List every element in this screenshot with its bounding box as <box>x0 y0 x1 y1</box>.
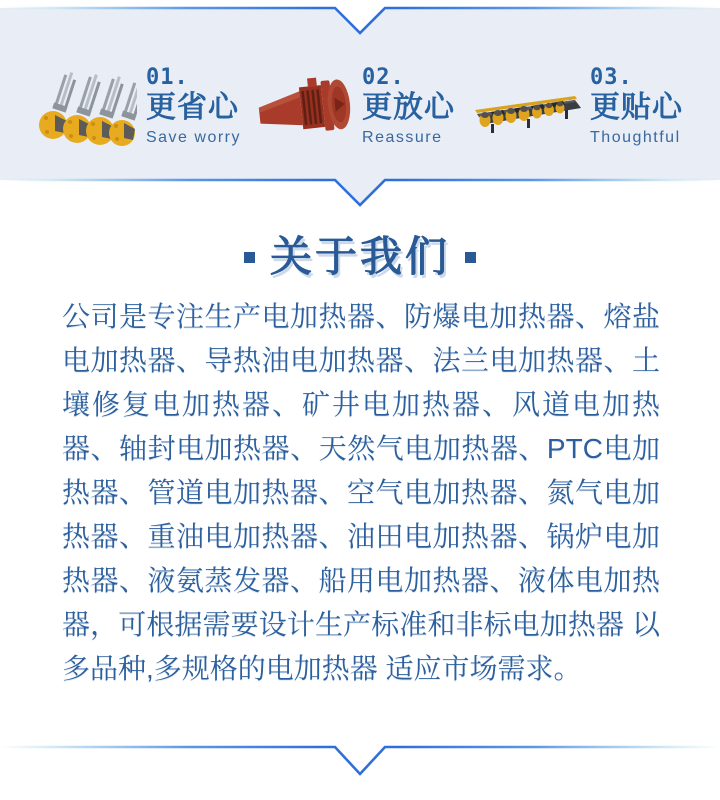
feature-text-3 <box>590 64 684 148</box>
feature-title-zh: 更贴心 <box>590 90 684 124</box>
features-band <box>0 36 720 178</box>
notch-fill <box>0 745 720 774</box>
explosion-proof-heater-product-image <box>255 67 353 147</box>
red-heater-body <box>256 74 352 137</box>
feature-item-3 <box>469 64 684 148</box>
chevron-divider-bottom <box>0 745 720 777</box>
feature-title-zh: 更省心 <box>145 90 239 124</box>
chevron-divider-top <box>0 6 720 36</box>
about-title-row <box>0 232 720 282</box>
notch-fill <box>0 178 720 205</box>
square-bullet-icon <box>244 252 255 263</box>
heater-rack-product-image <box>469 67 581 147</box>
feature-number: 02. <box>362 64 405 90</box>
feature-number: 01. <box>145 64 189 90</box>
about-title: 关于我们 <box>269 233 450 280</box>
rack-frame <box>475 96 581 133</box>
feature-text-1 <box>145 64 242 148</box>
notch-fill <box>0 6 720 33</box>
feature-number: 03. <box>590 64 633 90</box>
feature-title-zh: 更放心 <box>362 90 456 124</box>
about-section <box>0 232 720 745</box>
feature-text-2 <box>362 64 456 148</box>
feature-title-en: Reassure <box>362 129 443 147</box>
flange-heater-unit <box>39 70 137 146</box>
chevron-divider-middle <box>0 178 720 208</box>
feature-title-en: Thoughtful <box>590 129 681 147</box>
bottom-white-strip <box>0 777 720 800</box>
square-bullet-icon <box>465 252 476 263</box>
about-body-paragraph: 公司是专注生产电加热器、防爆电加热器、熔盐电加热器、导热油电加热器、法兰电加热器、土壤修复电加热器、矿井电加热器、风道电加热器、轴封电加热器、天然气电加热器、PTC电加热器、管道电加热器、空气电加热器、氮气电加热器、重油电加热器、油田电加热器、锅炉电加热器、液氨蒸发器、船用电加热器、液体电加热器，可根据需要设计生产标准和非标电加热器 以多品种,多规格的电加热器 适应市场需求。 <box>62 301 660 684</box>
about-bottom-padding <box>0 737 720 745</box>
flange-heaters-product-image <box>37 67 137 147</box>
feature-title-en: Save worry <box>145 129 242 147</box>
feature-item-1 <box>37 64 242 148</box>
feature-item-2 <box>255 64 456 148</box>
